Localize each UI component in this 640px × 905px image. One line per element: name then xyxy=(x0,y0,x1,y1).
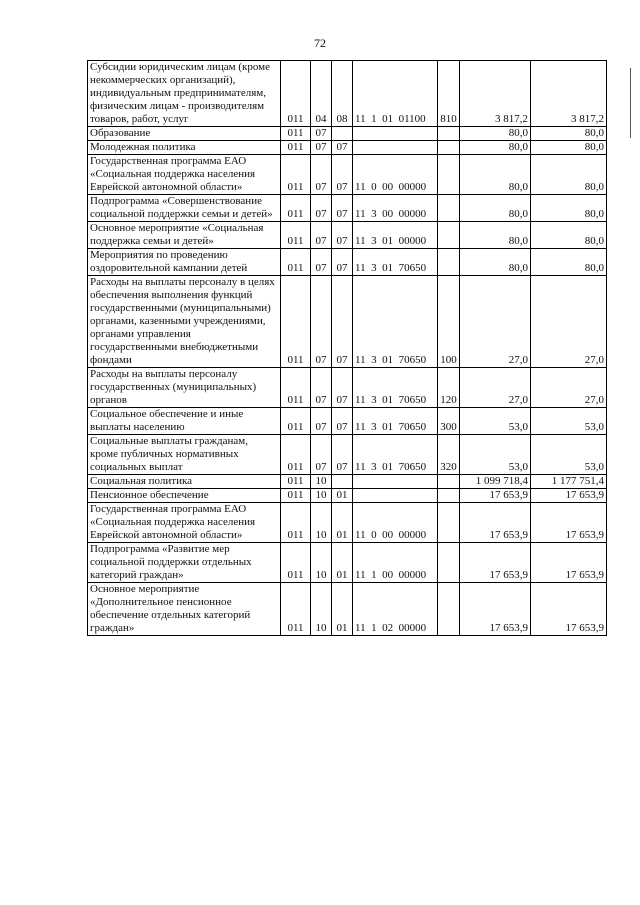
expense-type-code: 120 xyxy=(438,368,460,408)
expense-name: Социальные выплаты гражданам, кроме публичных нормативных социальных выплат xyxy=(88,435,281,475)
section-code: 10 xyxy=(311,583,332,636)
amount-year-2: 17 653,9 xyxy=(531,583,607,636)
amount-year-1: 80,0 xyxy=(460,141,531,155)
amount-year-1: 80,0 xyxy=(460,127,531,141)
amount-year-2: 3 817,2 xyxy=(531,61,607,127)
expense-name: Социальная политика xyxy=(88,475,281,489)
expense-type-code xyxy=(438,127,460,141)
expense-name: Молодежная политика xyxy=(88,141,281,155)
target-article-code: 11 1 02 00000 xyxy=(353,583,438,636)
table-row xyxy=(88,249,607,276)
amount-year-2: 80,0 xyxy=(531,249,607,276)
amount-year-2: 17 653,9 xyxy=(531,503,607,543)
table-row xyxy=(88,408,607,435)
grbs-code: 011 xyxy=(281,155,311,195)
section-code: 04 xyxy=(311,61,332,127)
expense-name: Основное мероприятие «Социальная поддержка семьи и детей» xyxy=(88,222,281,249)
section-code: 07 xyxy=(311,249,332,276)
target-article-code: 11 3 01 70650 xyxy=(353,435,438,475)
expense-name: Мероприятия по проведению оздоровительной кампании детей xyxy=(88,249,281,276)
amount-year-1: 17 653,9 xyxy=(460,503,531,543)
subsection-code: 07 xyxy=(332,249,353,276)
table-row xyxy=(88,503,607,543)
amount-year-1: 17 653,9 xyxy=(460,543,531,583)
grbs-code: 011 xyxy=(281,503,311,543)
table-row xyxy=(88,489,607,503)
subsection-code: 07 xyxy=(332,222,353,249)
section-code: 07 xyxy=(311,435,332,475)
expense-name: Подпрограмма «Развитие мер социальной поддержки отдельных категорий граждан» xyxy=(88,543,281,583)
subsection-code: 07 xyxy=(332,435,353,475)
expense-type-code xyxy=(438,503,460,543)
section-code: 10 xyxy=(311,543,332,583)
expense-type-code xyxy=(438,195,460,222)
amount-year-2: 80,0 xyxy=(531,222,607,249)
table-row xyxy=(88,141,607,155)
subsection-code: 07 xyxy=(332,368,353,408)
amount-year-2: 53,0 xyxy=(531,435,607,475)
grbs-code: 011 xyxy=(281,249,311,276)
table-row xyxy=(88,195,607,222)
target-article-code: 11 0 00 00000 xyxy=(353,503,438,543)
section-code: 10 xyxy=(311,503,332,543)
table-row xyxy=(88,543,607,583)
subsection-code: 07 xyxy=(332,408,353,435)
section-code: 07 xyxy=(311,408,332,435)
margin-mark xyxy=(630,68,631,138)
expense-name: Расходы на выплаты персоналу в целях обеспечения выполнения функций государственными (муниципальными) органами, казенными учреждениями, органами управления государственными внебюджетными фондами xyxy=(88,276,281,368)
expense-name: Образование xyxy=(88,127,281,141)
table-row xyxy=(88,155,607,195)
page-number: 72 xyxy=(314,36,326,50)
subsection-code: 07 xyxy=(332,141,353,155)
section-code: 07 xyxy=(311,222,332,249)
expense-type-code xyxy=(438,543,460,583)
expense-name: Государственная программа ЕАО «Социальная поддержка населения Еврейской автономной области» xyxy=(88,503,281,543)
amount-year-1: 27,0 xyxy=(460,276,531,368)
amount-year-1: 17 653,9 xyxy=(460,583,531,636)
section-code: 07 xyxy=(311,127,332,141)
subsection-code: 01 xyxy=(332,583,353,636)
amount-year-1: 27,0 xyxy=(460,368,531,408)
amount-year-2: 17 653,9 xyxy=(531,543,607,583)
section-code: 10 xyxy=(311,489,332,503)
grbs-code: 011 xyxy=(281,195,311,222)
subsection-code xyxy=(332,127,353,141)
amount-year-1: 80,0 xyxy=(460,195,531,222)
amount-year-1: 80,0 xyxy=(460,249,531,276)
grbs-code: 011 xyxy=(281,61,311,127)
expense-type-code: 810 xyxy=(438,61,460,127)
table-row xyxy=(88,127,607,141)
expense-type-code xyxy=(438,141,460,155)
expense-name: Пенсионное обеспечение xyxy=(88,489,281,503)
amount-year-2: 80,0 xyxy=(531,195,607,222)
amount-year-1: 1 099 718,4 xyxy=(460,475,531,489)
grbs-code: 011 xyxy=(281,489,311,503)
target-article-code: 11 3 01 70650 xyxy=(353,408,438,435)
target-article-code: 11 3 01 70650 xyxy=(353,368,438,408)
grbs-code: 011 xyxy=(281,127,311,141)
grbs-code: 011 xyxy=(281,276,311,368)
target-article-code xyxy=(353,141,438,155)
expense-type-code xyxy=(438,489,460,503)
target-article-code: 11 1 01 01100 xyxy=(353,61,438,127)
table-row xyxy=(88,435,607,475)
section-code: 07 xyxy=(311,368,332,408)
expense-name: Субсидии юридическим лицам (кроме некоммерческих организаций), индивидуальным предпринимателям, физическим лицам - производителям товаров, работ, услуг xyxy=(88,61,281,127)
amount-year-1: 53,0 xyxy=(460,408,531,435)
expense-type-code xyxy=(438,249,460,276)
grbs-code: 011 xyxy=(281,475,311,489)
amount-year-2: 17 653,9 xyxy=(531,489,607,503)
expense-type-code: 300 xyxy=(438,408,460,435)
subsection-code: 01 xyxy=(332,503,353,543)
amount-year-1: 53,0 xyxy=(460,435,531,475)
amount-year-2: 27,0 xyxy=(531,276,607,368)
subsection-code xyxy=(332,475,353,489)
table-row xyxy=(88,276,607,368)
table-row xyxy=(88,475,607,489)
grbs-code: 011 xyxy=(281,368,311,408)
subsection-code: 08 xyxy=(332,61,353,127)
subsection-code: 07 xyxy=(332,155,353,195)
target-article-code: 11 3 01 70650 xyxy=(353,249,438,276)
grbs-code: 011 xyxy=(281,141,311,155)
grbs-code: 011 xyxy=(281,435,311,475)
target-article-code xyxy=(353,489,438,503)
expense-type-code xyxy=(438,222,460,249)
target-article-code: 11 1 00 00000 xyxy=(353,543,438,583)
amount-year-2: 53,0 xyxy=(531,408,607,435)
target-article-code: 11 3 00 00000 xyxy=(353,195,438,222)
table-row xyxy=(88,368,607,408)
subsection-code: 01 xyxy=(332,489,353,503)
amount-year-1: 80,0 xyxy=(460,222,531,249)
amount-year-2: 80,0 xyxy=(531,141,607,155)
expense-name: Подпрограмма «Совершенствование социальной поддержки семьи и детей» xyxy=(88,195,281,222)
expense-name: Расходы на выплаты персоналу государственных (муниципальных) органов xyxy=(88,368,281,408)
table-row xyxy=(88,583,607,636)
expense-type-code xyxy=(438,475,460,489)
amount-year-2: 1 177 751,4 xyxy=(531,475,607,489)
subsection-code: 07 xyxy=(332,195,353,222)
target-article-code: 11 0 00 00000 xyxy=(353,155,438,195)
amount-year-1: 80,0 xyxy=(460,155,531,195)
target-article-code xyxy=(353,127,438,141)
expense-name: Основное мероприятие «Дополнительное пенсионное обеспечение отдельных категорий граждан» xyxy=(88,583,281,636)
expense-name: Государственная программа ЕАО «Социальная поддержка населения Еврейской автономной области» xyxy=(88,155,281,195)
amount-year-2: 80,0 xyxy=(531,127,607,141)
grbs-code: 011 xyxy=(281,543,311,583)
grbs-code: 011 xyxy=(281,222,311,249)
target-article-code: 11 3 01 00000 xyxy=(353,222,438,249)
table-row xyxy=(88,61,607,127)
target-article-code: 11 3 01 70650 xyxy=(353,276,438,368)
amount-year-1: 3 817,2 xyxy=(460,61,531,127)
expense-type-code: 320 xyxy=(438,435,460,475)
amount-year-2: 80,0 xyxy=(531,155,607,195)
section-code: 07 xyxy=(311,276,332,368)
subsection-code: 07 xyxy=(332,276,353,368)
expense-type-code xyxy=(438,583,460,636)
table-row xyxy=(88,222,607,249)
budget-table xyxy=(87,60,607,636)
section-code: 07 xyxy=(311,155,332,195)
grbs-code: 011 xyxy=(281,408,311,435)
amount-year-2: 27,0 xyxy=(531,368,607,408)
expense-type-code: 100 xyxy=(438,276,460,368)
section-code: 07 xyxy=(311,141,332,155)
section-code: 10 xyxy=(311,475,332,489)
target-article-code xyxy=(353,475,438,489)
expense-type-code xyxy=(438,155,460,195)
subsection-code: 01 xyxy=(332,543,353,583)
expense-name: Социальное обеспечение и иные выплаты населению xyxy=(88,408,281,435)
grbs-code: 011 xyxy=(281,583,311,636)
amount-year-1: 17 653,9 xyxy=(460,489,531,503)
section-code: 07 xyxy=(311,195,332,222)
